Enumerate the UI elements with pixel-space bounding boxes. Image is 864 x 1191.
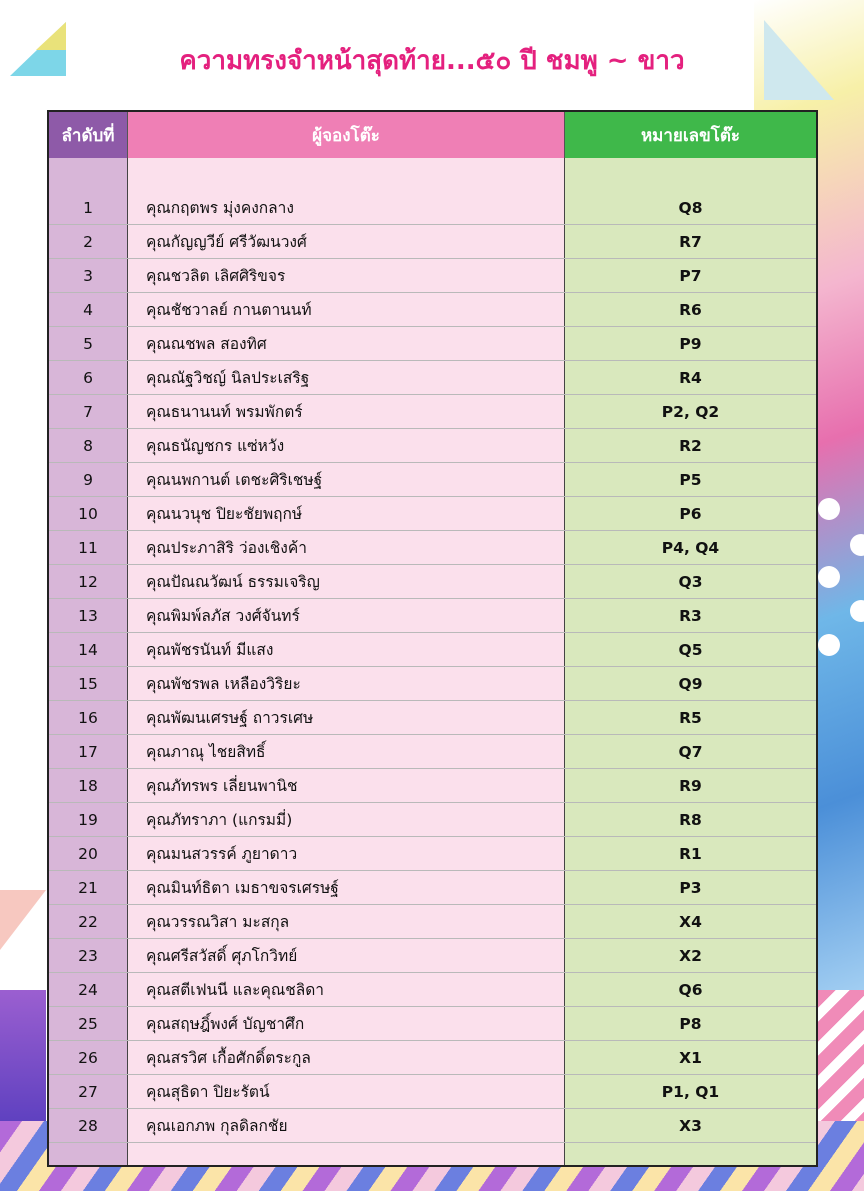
row-table-number: P3 (565, 871, 818, 905)
row-reserver-name: คุณสรวิศ เกื้อศักดิ์ตระกูล (128, 1041, 565, 1075)
row-table-number: Q3 (565, 565, 818, 599)
spacer-row (48, 158, 817, 191)
row-reserver-name: คุณประภาสิริ ว่องเชิงค้า (128, 531, 565, 565)
row-number: 12 (48, 565, 128, 599)
row-table-number: Q6 (565, 973, 818, 1007)
table-row (48, 837, 817, 871)
row-reserver-name: คุณพัชรนันท์ มีแสง (128, 633, 565, 667)
table-row (48, 1007, 817, 1041)
row-table-number: X3 (565, 1109, 818, 1143)
decorative-dot (818, 566, 840, 588)
table-row (48, 395, 817, 429)
row-reserver-name: คุณศรีสวัสดิ์ ศุภโกวิทย์ (128, 939, 565, 973)
row-number: 23 (48, 939, 128, 973)
row-reserver-name: คุณณชพล สองทิศ (128, 327, 565, 361)
row-reserver-name: คุณพัชรพล เหลืองวิริยะ (128, 667, 565, 701)
row-reserver-name: คุณวรรณวิสา มะสกุล (128, 905, 565, 939)
row-table-number: R2 (565, 429, 818, 463)
row-table-number: R8 (565, 803, 818, 837)
row-number: 26 (48, 1041, 128, 1075)
row-number: 24 (48, 973, 128, 1007)
table-row (48, 293, 817, 327)
table-row (48, 667, 817, 701)
header-reserver: ผู้จองโต๊ะ (128, 111, 565, 158)
table-row (48, 565, 817, 599)
table-row (48, 1109, 817, 1143)
row-table-number: Q7 (565, 735, 818, 769)
table-row (48, 803, 817, 837)
row-reserver-name: คุณชัชวาลย์ กานตานนท์ (128, 293, 565, 327)
table-row (48, 633, 817, 667)
row-number: 8 (48, 429, 128, 463)
row-number: 21 (48, 871, 128, 905)
table-row (48, 735, 817, 769)
row-number: 14 (48, 633, 128, 667)
table-row (48, 905, 817, 939)
row-number: 6 (48, 361, 128, 395)
row-number: 7 (48, 395, 128, 429)
decorative-triangle-left (0, 890, 46, 950)
table-row (48, 463, 817, 497)
row-reserver-name: คุณภัทรพร เลี่ยนพานิช (128, 769, 565, 803)
row-number: 2 (48, 225, 128, 259)
row-reserver-name: คุณพัฒนเศรษฐ์ ถาวรเศษ (128, 701, 565, 735)
table-row (48, 871, 817, 905)
row-number: 13 (48, 599, 128, 633)
row-reserver-name: คุณณัฐวิชญ์ นิลประเสริฐ (128, 361, 565, 395)
table-row (48, 769, 817, 803)
row-number: 22 (48, 905, 128, 939)
row-reserver-name: คุณสุธิดา ปิยะรัตน์ (128, 1075, 565, 1109)
table-row (48, 973, 817, 1007)
table-row (48, 1041, 817, 1075)
row-table-number: P5 (565, 463, 818, 497)
table-row (48, 701, 817, 735)
row-number: 25 (48, 1007, 128, 1041)
table-row (48, 497, 817, 531)
row-number: 9 (48, 463, 128, 497)
row-table-number: P9 (565, 327, 818, 361)
row-table-number: P2, Q2 (565, 395, 818, 429)
decorative-dot (818, 498, 840, 520)
table-row (48, 531, 817, 565)
row-reserver-name: คุณมินท์ธิตา เมธาขจรเศรษฐ์ (128, 871, 565, 905)
row-reserver-name: คุณพิมพ์ลภัส วงศ์จันทร์ (128, 599, 565, 633)
decorative-dot (818, 634, 840, 656)
row-reserver-name: คุณนวนุช ปิยะชัยพฤกษ์ (128, 497, 565, 531)
row-table-number: X4 (565, 905, 818, 939)
row-reserver-name: คุณธนัญชกร แซ่หวัง (128, 429, 565, 463)
row-number: 19 (48, 803, 128, 837)
row-number: 15 (48, 667, 128, 701)
page-title: ความทรงจำหน้าสุดท้าย...๕๐ ปี ชมพู ~ ขาว (179, 46, 685, 76)
row-table-number: P8 (565, 1007, 818, 1041)
row-number: 1 (48, 191, 128, 225)
table-row (48, 327, 817, 361)
row-table-number: R1 (565, 837, 818, 871)
row-table-number: R6 (565, 293, 818, 327)
row-reserver-name: คุณกฤตพร มุ่งคงกลาง (128, 191, 565, 225)
row-number: 3 (48, 259, 128, 293)
row-reserver-name: คุณธนานนท์ พรมพักตร์ (128, 395, 565, 429)
row-reserver-name: คุณนพกานต์ เตชะศิริเชษฐ์ (128, 463, 565, 497)
row-number: 27 (48, 1075, 128, 1109)
row-number: 4 (48, 293, 128, 327)
table-row (48, 191, 817, 225)
row-number: 10 (48, 497, 128, 531)
row-reserver-name: คุณสตีเฟนนี และคุณชลิดา (128, 973, 565, 1007)
row-table-number: R5 (565, 701, 818, 735)
row-reserver-name: คุณปัณณวัฒน์ ธรรมเจริญ (128, 565, 565, 599)
row-number: 17 (48, 735, 128, 769)
row-number: 20 (48, 837, 128, 871)
row-table-number: X1 (565, 1041, 818, 1075)
row-number: 18 (48, 769, 128, 803)
row-table-number: P6 (565, 497, 818, 531)
row-reserver-name: คุณภัทราภา (แกรมมี่) (128, 803, 565, 837)
row-number: 28 (48, 1109, 128, 1143)
row-reserver-name: คุณมนสวรรค์ ภูยาดาว (128, 837, 565, 871)
table-header-row (48, 111, 817, 158)
table-row (48, 1075, 817, 1109)
row-table-number: X2 (565, 939, 818, 973)
row-table-number: R3 (565, 599, 818, 633)
table-row (48, 429, 817, 463)
row-table-number: Q8 (565, 191, 818, 225)
table-row (48, 939, 817, 973)
bottom-padding-row (48, 1143, 817, 1167)
table-row (48, 259, 817, 293)
table-row (48, 225, 817, 259)
row-reserver-name: คุณชวลิต เลิศศิริขจร (128, 259, 565, 293)
row-reserver-name: คุณกัญญวีย์ ศรีวัฒนวงศ์ (128, 225, 565, 259)
row-table-number: R9 (565, 769, 818, 803)
table-row (48, 361, 817, 395)
header-number: ลำดับที่ (48, 111, 128, 158)
header-table-number: หมายเลขโต๊ะ (565, 111, 818, 158)
reservation-table (47, 110, 818, 1167)
row-number: 5 (48, 327, 128, 361)
row-table-number: P7 (565, 259, 818, 293)
row-number: 11 (48, 531, 128, 565)
row-table-number: P1, Q1 (565, 1075, 818, 1109)
table-row (48, 599, 817, 633)
row-table-number: Q5 (565, 633, 818, 667)
row-table-number: Q9 (565, 667, 818, 701)
row-number: 16 (48, 701, 128, 735)
row-table-number: P4, Q4 (565, 531, 818, 565)
row-reserver-name: คุณเอกภพ กุลดิลกชัย (128, 1109, 565, 1143)
row-reserver-name: คุณภาณุ ไชยสิทธิ์ (128, 735, 565, 769)
row-reserver-name: คุณสฤษฎิ์พงศ์ บัญชาศึก (128, 1007, 565, 1041)
decorative-block-bottom-left (0, 990, 46, 1130)
row-table-number: R4 (565, 361, 818, 395)
row-table-number: R7 (565, 225, 818, 259)
